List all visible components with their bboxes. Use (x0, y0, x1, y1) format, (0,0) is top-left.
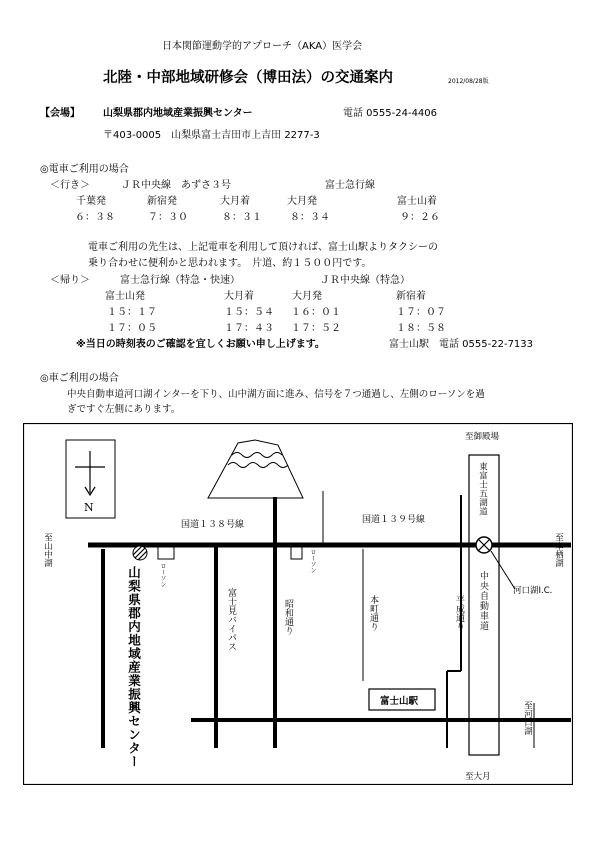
return-line-jr: ＪＲ中央線（特急） (320, 275, 410, 286)
return-line-fujikyu: 富士急行線（特急・快速） (120, 275, 240, 286)
station-label: 大月発 (292, 291, 322, 302)
fujisan-station-label: 富士山駅 (380, 696, 419, 707)
to-yamanakako-label: 至山中湖 (42, 533, 53, 567)
time-value: １５：５４ (224, 307, 274, 318)
venue-phone: 電話 0555-24-4406 (343, 108, 438, 119)
map-svg (23, 423, 573, 785)
access-map (23, 423, 573, 785)
to-motosuko-label: 至本栖湖 (553, 533, 564, 567)
timetable-notice: ※当日の時刻表のご確認を宜しくお願い申し上げます。 (76, 339, 325, 350)
time-value: １５：１７ (107, 307, 157, 318)
venue-map-label: 山梨県郡内地域産業振興センター (126, 566, 142, 769)
to-otsuki-label: 至大月 (465, 772, 491, 782)
time-value: ６：３８ (75, 212, 115, 223)
time-value: １８：５８ (396, 323, 446, 334)
honcho-dori-label: 本町通り (368, 595, 378, 631)
station-label: 新宿発 (147, 196, 177, 207)
venue-label: 【会場】 (40, 108, 80, 119)
venue-address: 〒403-0005 山梨県富士吉田市上吉田 2277-3 (103, 130, 320, 141)
higashi-fuji-label: 東富士五湖道 (477, 462, 488, 516)
station-label: 大月着 (224, 291, 254, 302)
train-heading: ◎電車ご利用の場合 (40, 164, 129, 175)
outbound-label: ＜行き＞ (50, 180, 90, 191)
time-value: １７：５２ (291, 323, 341, 334)
lawson-label: ローソン (309, 549, 316, 573)
train-note: 電車ご利用の先生は、上記電車を利用して頂ければ、富士山駅よりタクシーの (88, 242, 438, 253)
time-value: １６：０１ (291, 307, 341, 318)
time-value: ８：３１ (222, 212, 262, 223)
car-directions: 中央自動車道河口湖インターを下り、山中湖方面に進み、信号を７つ通過し、左側のローソンを過 (67, 389, 485, 400)
time-value: ８：３４ (290, 212, 330, 223)
time-value: １７：０５ (107, 323, 157, 334)
society-name: 日本関節運動学的アプローチ（AKA）医学会 (162, 41, 363, 52)
page-title: 北陸・中部地域研修会（博田法）の交通案内 (103, 70, 393, 86)
time-value: ９：２６ (400, 212, 440, 223)
time-value: ７：３０ (148, 212, 188, 223)
route139-label: 国道１３９号線 (362, 515, 426, 525)
heisei-dori-label: 平成通り (454, 595, 464, 631)
car-directions: ぎですぐ左側にあります。 (67, 404, 181, 415)
kawaguchiko-ic-label: 河口湖I.C. (513, 586, 553, 596)
outbound-line-fujikyu: 富士急行線 (325, 180, 375, 191)
route138-label: 国道１３８号線 (181, 520, 245, 530)
station-label: 富士山発 (105, 291, 145, 302)
time-value: １７：０７ (396, 307, 446, 318)
train-note: 乗り合わせに便利かと思われます。 片道、約１５００円です。 (88, 258, 372, 269)
lawson-label: ローソン (159, 563, 166, 587)
lawson-building-icon (291, 547, 302, 559)
to-gotemba-label: 至御殿場 (465, 432, 500, 442)
fujimi-bypass-label: 富士見バイパス (226, 588, 236, 651)
lawson-building-icon (158, 547, 174, 559)
to-kawaguchiko-label: 至河口湖 (522, 701, 533, 735)
showa-dori-label: 昭和通り (283, 599, 293, 635)
car-heading: ◎車ご利用の場合 (40, 373, 119, 384)
venue-name: 山梨県郡内地域産業振興センター (103, 108, 253, 119)
return-label: ＜帰り＞ (50, 275, 90, 286)
station-label: 大月発 (287, 196, 317, 207)
station-label: 富士山着 (397, 196, 437, 207)
station-phone: 富士山駅 電話 0555-22-7133 (389, 339, 534, 350)
station-label: 新宿着 (396, 291, 426, 302)
time-value: １７：４３ (224, 323, 274, 334)
north-label: N (84, 501, 94, 514)
outbound-line-jr: ＪＲ中央線 あずさ３号 (121, 180, 231, 191)
station-label: 大月着 (220, 196, 250, 207)
chuo-expressway-label: 中央自動車道 (478, 571, 488, 631)
station-label: 千葉発 (76, 196, 106, 207)
version-date: 2012/08/28版 (448, 78, 489, 85)
